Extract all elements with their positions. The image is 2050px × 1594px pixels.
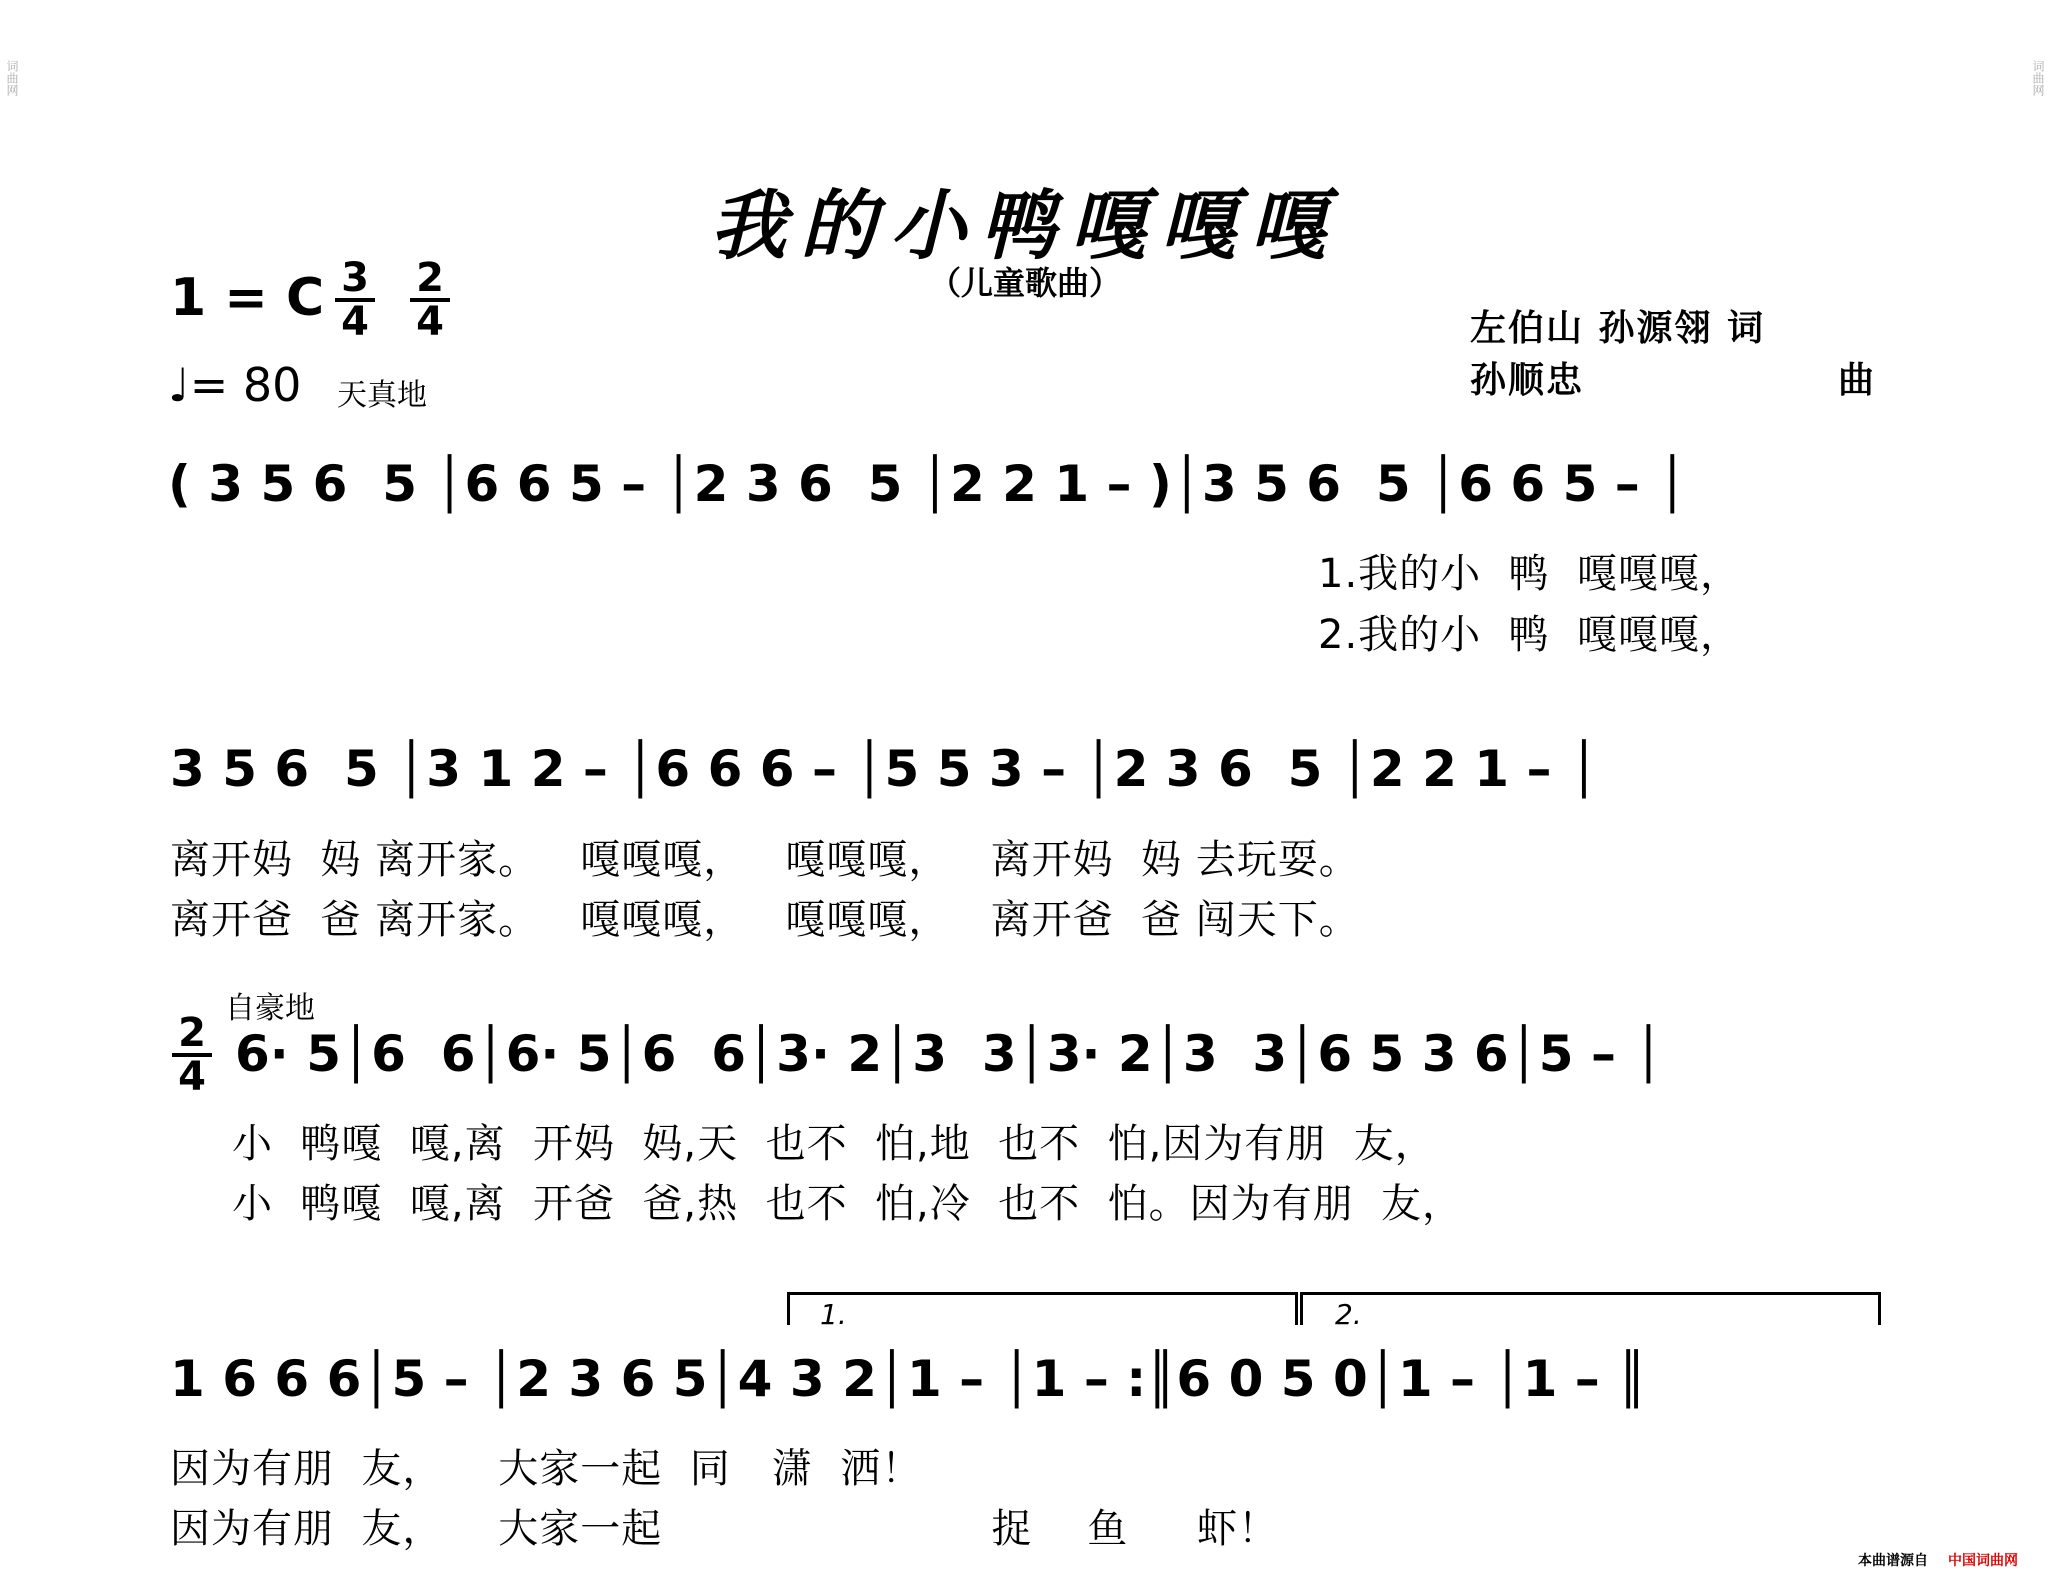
lyric-row-1-verse-1: 1.我的小 鸭 嘎嘎嘎， [1318,551,1742,597]
lyric-row-1-verse-2: 2.我的小 鸭 嘎嘎嘎， [1318,612,1742,658]
watermark-right: 词曲网 [2031,60,2045,96]
second-ending-label: 2. [1335,1298,1362,1331]
composer-name: 孙顺忠 [1470,360,1585,401]
source-note: 本曲谱源自 [1858,1553,1928,1569]
notation-row-2: 3 5 6 5 │3 1 2 – │6 6 6 – │5 5 3 – │2 3 6 5 │2 2 1 – │ [170,740,1600,798]
lyricist-credit: 左伯山 孙源翎 词 [1470,308,1766,349]
time-signature-2-4 [410,255,450,345]
lyric-row-4-verse-1: 因为有朋 友， 大家一起 同 潇 洒！ [170,1446,923,1492]
second-ending-bracket [1300,1292,1881,1325]
time-denominator: 4 [341,299,369,345]
mood-marking: 自豪地 [225,991,315,1026]
notation-row-1: ( 3 5 6 5 │6 6 5 – │2 3 6 5 │2 2 1 – )│3 5 6 5 │6 6 5 – │ [168,455,1688,513]
time-signature-3-4 [335,255,375,345]
lyric-row-3-verse-1: 小 鸭嘎 嘎,离 开妈 妈,天 也不 怕,地 也不 怕,因为有朋 友， [232,1121,1436,1167]
first-ending-label: 1. [820,1298,847,1331]
lyric-row-4-verse-2: 因为有朋 友， 大家一起 捉 鱼 虾！ [170,1506,1279,1552]
notation-row-4: 1 6 6 6│5 – │2 3 6 5│4 3 2│1 – │1 – :║6 0 5 0│1 – │1 – ║ [170,1350,1648,1408]
time-numerator: 2 [178,1010,206,1056]
song-subtitle: （儿童歌曲） [928,264,1121,302]
tempo-expression: 天真地 [337,378,427,413]
time-signature-change [172,1010,212,1100]
tempo-marking: ♩= 80 [168,358,302,412]
time-denominator: 4 [416,299,444,345]
source-site-link[interactable]: 中国词曲网 [1948,1553,2018,1569]
key-signature: 1 = C [170,268,325,328]
song-title: 我的小鸭嘎嘎嘎 [710,181,1340,270]
time-numerator: 3 [341,255,369,301]
watermark-left: 词曲网 [5,60,19,96]
time-denominator: 4 [178,1054,206,1100]
lyric-row-3-verse-2: 小 鸭嘎 嘎,离 开爸 爸,热 也不 怕,冷 也不 怕。因为有朋 友， [232,1181,1464,1227]
time-numerator: 2 [416,255,444,301]
first-ending-bracket [787,1292,1298,1325]
notation-row-3: 6· 5│6 6│6· 5│6 6│3· 2│3 3│3· 2│3 3│6 5 3 6│5 – │ [235,1025,1664,1083]
lyric-row-2-verse-1: 离开妈 妈 离开家。 嘎嘎嘎， 嘎嘎嘎， 离开妈 妈 去玩耍。 [170,837,1360,883]
lyric-row-2-verse-2: 离开爸 爸 离开家。 嘎嘎嘎， 嘎嘎嘎， 离开爸 爸 闯天下。 [170,897,1360,943]
composer-label: 曲 [1838,360,1877,401]
